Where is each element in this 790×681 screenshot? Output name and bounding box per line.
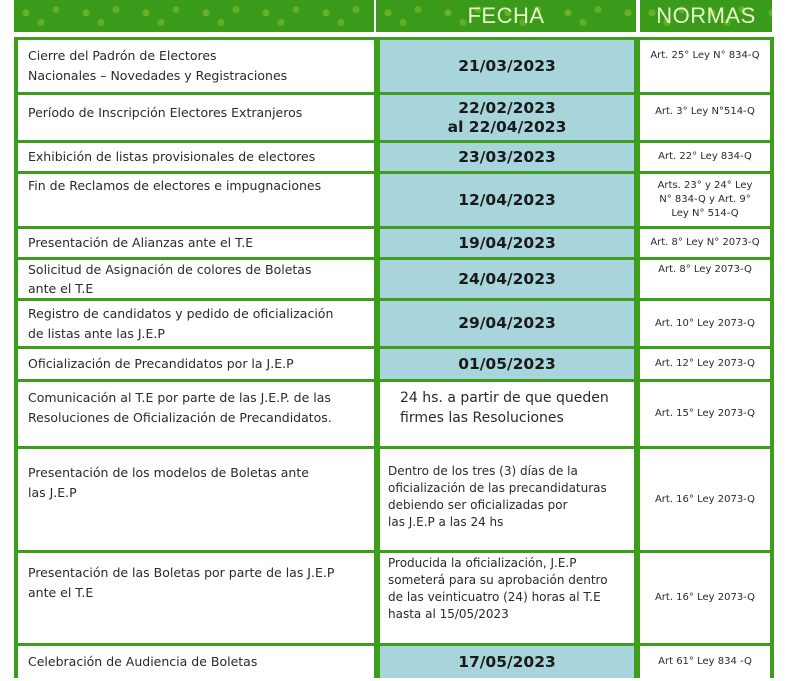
table-row <box>14 257 774 298</box>
note-cell <box>380 449 634 550</box>
activity-line: las J.E.P <box>28 485 77 500</box>
activity-cell <box>18 349 374 379</box>
table-row <box>14 446 774 550</box>
date-line: 29/04/2023 <box>458 314 556 332</box>
date-cell <box>380 174 634 226</box>
activity-cell <box>18 229 374 257</box>
activity-line: Presentación de los modelos de Boletas ante <box>28 465 309 480</box>
note-line: oficialización de las precandidaturas <box>388 481 607 495</box>
norm-line: Art. 8° Ley N° 2073-Q <box>650 237 760 248</box>
norm-cell <box>640 349 770 379</box>
note-line: de las veinticuatro (24) horas al T.E <box>388 590 601 604</box>
date-cell <box>380 260 634 298</box>
schedule-table <box>14 37 774 678</box>
activity-line: Resoluciones de Oficialización de Precandidatos. <box>28 410 332 425</box>
norm-cell <box>640 646 770 678</box>
date-line: 12/04/2023 <box>458 190 556 209</box>
date-line: 19/04/2023 <box>458 233 556 252</box>
activity-cell <box>18 301 374 346</box>
activity-cell <box>18 174 374 226</box>
norm-line: Art. 12° Ley 2073-Q <box>654 358 756 369</box>
activity-line: Período de Inscripción Electores Extranjeros <box>28 105 303 120</box>
norm-line: Art. 15° Ley 2073-Q <box>654 408 756 419</box>
note-line: Dentro de los tres (3) días de la <box>388 464 578 478</box>
header-fecha <box>376 0 636 32</box>
norm-cell <box>640 174 770 226</box>
header-fecha-label: FECHA <box>467 3 545 28</box>
activity-line: Fin de Reclamos de electores e impugnaciones <box>28 178 322 193</box>
norm-cell <box>640 143 770 171</box>
norm-cell <box>640 382 770 446</box>
activity-line: Cierre del Padrón de Electores <box>28 48 217 63</box>
date-cell <box>380 229 634 257</box>
table-row <box>14 171 774 226</box>
norm-line: Art. 25° Ley N° 834-Q <box>650 50 760 61</box>
norm-line: Arts. 23° y 24° Ley <box>657 180 753 191</box>
date-line: 01/05/2023 <box>458 354 556 373</box>
activity-line: de listas ante las J.E.P <box>28 325 165 341</box>
norm-line: Art. 16° Ley 2073-Q <box>654 493 756 505</box>
activity-cell <box>18 95 374 140</box>
table-row <box>14 226 774 257</box>
note-cell <box>380 553 634 643</box>
norm-line: Art. 3° Ley N°514-Q <box>655 106 755 117</box>
activity-cell <box>18 382 374 446</box>
table-row <box>14 550 774 643</box>
activity-cell <box>18 449 374 550</box>
activity-cell <box>18 143 374 171</box>
note-line: hasta al 15/05/2023 <box>388 607 509 621</box>
table-row <box>14 37 774 92</box>
norm-cell <box>640 40 770 92</box>
activity-line: Presentación de las Boletas por parte de las J.E.P <box>28 565 335 580</box>
note-line: las J.E.P a las 24 hs <box>388 515 504 529</box>
header-activity-cell <box>14 0 374 32</box>
norm-line: Art. 16° Ley 2073-Q <box>654 592 756 603</box>
norm-line: Ley N° 514-Q <box>671 208 739 219</box>
date-line: 17/05/2023 <box>458 652 556 671</box>
note-cell <box>380 382 634 446</box>
date-cell <box>380 349 634 379</box>
activity-cell <box>18 40 374 92</box>
activity-line: Comunicación al T.E por parte de las J.E.P. de las <box>28 390 331 405</box>
header-normas-label: NORMAS <box>656 3 756 28</box>
table-row <box>14 643 774 678</box>
note-line: Producida la oficialización, J.E.P <box>388 556 577 570</box>
norm-cell <box>640 449 770 550</box>
date-line: 23/03/2023 <box>458 147 556 166</box>
table-row <box>14 298 774 346</box>
note-line: debiendo ser oficializadas por <box>388 498 568 512</box>
date-cell <box>380 40 634 92</box>
activity-line: Registro de candidatos y pedido de oficialización <box>28 305 334 321</box>
date-line: 24/04/2023 <box>458 269 556 288</box>
activity-line: Solicitud de Asignación de colores de Boletas <box>28 262 312 277</box>
table-row <box>14 346 774 379</box>
norm-cell <box>640 229 770 257</box>
norm-line: N° 834-Q y Art. 9° <box>659 194 751 205</box>
note-line: 24 hs. a partir de que queden <box>400 390 609 406</box>
norm-line: Art. 8° Ley 2073-Q <box>658 264 752 275</box>
activity-line: Oficialización de Precandidatos por la J.E.P <box>28 356 294 371</box>
table-row <box>14 92 774 140</box>
date-line: 21/03/2023 <box>458 56 556 75</box>
activity-cell <box>18 260 374 298</box>
date-line: 22/02/2023 <box>458 98 556 117</box>
date-cell <box>380 95 634 140</box>
header-normas <box>640 0 772 32</box>
activity-line: Exhibición de listas provisionales de electores <box>28 149 316 164</box>
table-row <box>14 379 774 446</box>
norm-cell <box>640 260 770 298</box>
activity-line: ante el T.E <box>28 281 94 296</box>
norm-cell <box>640 553 770 643</box>
norm-cell <box>640 301 770 346</box>
activity-line: Nacionales – Novedades y Registraciones <box>28 68 288 83</box>
date-cell <box>380 301 634 346</box>
norm-line: Art 61° Ley 834 -Q <box>658 656 752 667</box>
activity-line: Presentación de Alianzas ante el T.E <box>28 235 254 250</box>
date-cell <box>380 143 634 171</box>
activity-line: ante el T.E <box>28 585 94 600</box>
activity-cell <box>18 646 374 678</box>
note-line: firmes las Resoluciones <box>400 410 564 426</box>
norm-line: Art. 10° Ley 2073-Q <box>654 317 756 329</box>
date-line: al 22/04/2023 <box>447 117 567 136</box>
note-line: someterá para su aprobación dentro <box>388 573 608 587</box>
activity-line: Celebración de Audiencia de Boletas <box>28 654 258 669</box>
norm-line: Art. 22° Ley 834-Q <box>658 151 752 162</box>
norm-cell <box>640 95 770 140</box>
activity-cell <box>18 553 374 643</box>
table-row <box>14 140 774 171</box>
date-cell <box>380 646 634 678</box>
